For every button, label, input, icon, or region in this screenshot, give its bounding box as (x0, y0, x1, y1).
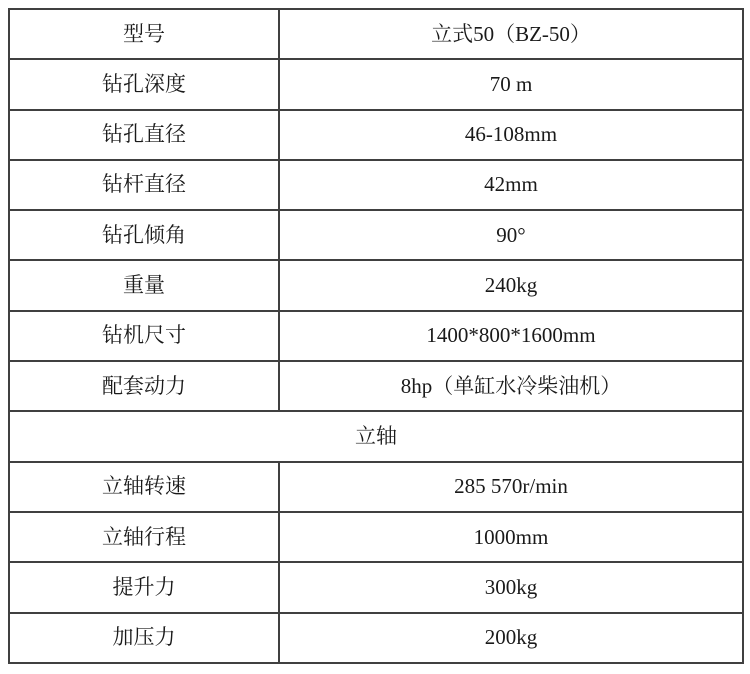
spec-label: 钻孔直径 (9, 110, 279, 160)
spec-value: 1000mm (279, 512, 743, 562)
spec-label: 立轴转速 (9, 462, 279, 512)
spec-label: 立轴行程 (9, 512, 279, 562)
spec-label: 提升力 (9, 562, 279, 612)
spec-label: 型号 (9, 9, 279, 59)
spec-value: 46-108mm (279, 110, 743, 160)
row-drill-rod-diameter (9, 160, 743, 210)
spec-label: 钻机尺寸 (9, 311, 279, 361)
spec-value: 285 570r/min (279, 462, 743, 512)
row-matched-power (9, 361, 743, 411)
spec-value: 8hp（单缸水冷柴油机） (279, 361, 743, 411)
row-spindle-speed (9, 462, 743, 512)
spec-value: 240kg (279, 260, 743, 310)
spec-value: 200kg (279, 613, 743, 663)
row-rig-dimensions (9, 311, 743, 361)
spec-label: 钻杆直径 (9, 160, 279, 210)
spec-value: 立式50（BZ-50） (279, 9, 743, 59)
spec-label: 重量 (9, 260, 279, 310)
spec-label: 钻孔倾角 (9, 210, 279, 260)
row-pressurizing-force (9, 613, 743, 663)
spec-value: 70 m (279, 59, 743, 109)
row-spindle-stroke (9, 512, 743, 562)
row-weight (9, 260, 743, 310)
spec-label: 钻孔深度 (9, 59, 279, 109)
row-drilling-depth (9, 59, 743, 109)
row-drilling-angle (9, 210, 743, 260)
spec-value: 300kg (279, 562, 743, 612)
spec-value: 42mm (279, 160, 743, 210)
row-drilling-diameter (9, 110, 743, 160)
spec-label: 加压力 (9, 613, 279, 663)
spec-value: 90° (279, 210, 743, 260)
section-header-spindle: 立轴 (9, 411, 743, 461)
row-model (9, 9, 743, 59)
spec-value: 1400*800*1600mm (279, 311, 743, 361)
specification-table (8, 8, 744, 664)
row-lifting-force (9, 562, 743, 612)
section-header-row-spindle (9, 411, 743, 461)
spec-label: 配套动力 (9, 361, 279, 411)
